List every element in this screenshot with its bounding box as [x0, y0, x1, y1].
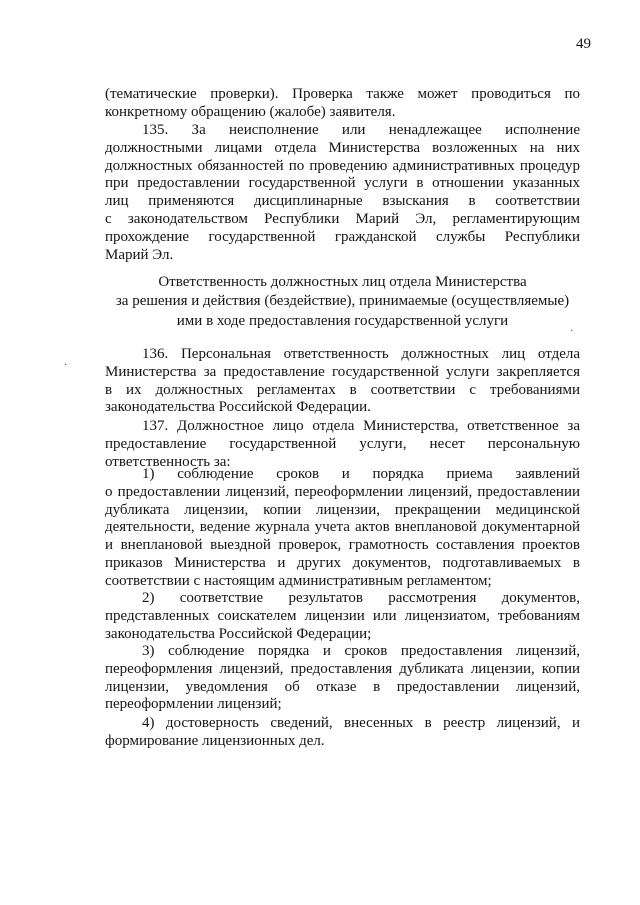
paragraph-136 [105, 346, 580, 417]
list-item-2 [105, 590, 580, 643]
text-line: законодательства Российской Федерации. [105, 399, 371, 416]
text-line: 135. За неисполнение или ненадлежащее исполнение [142, 122, 580, 138]
text-line: ответственность за: [105, 453, 231, 470]
text-line: (тематические проверки). Проверка также может проводиться по [105, 86, 580, 102]
text-line: 137. Должностное лицо отдела Министерства, ответственное за [142, 418, 580, 434]
text-line: при предоставлении государственной услуги в отношении указанных [105, 175, 580, 192]
text-line: о предоставлении лицензий, переоформлении лицензий, предоставлении [105, 483, 580, 500]
text-line: прохождение государственной гражданской службы Республики [105, 228, 580, 245]
list-item-4 [105, 715, 580, 751]
text-line: должностными лицами отдела Министерства возложенных на них [105, 139, 580, 156]
text-line: деятельности, ведение журнала учета актов внеплановой документарной [105, 519, 580, 536]
text-line: лицензии, уведомления об отказе в предоставлении лицензий, [105, 678, 580, 695]
text-line: 136. Персональная ответственность должностных лиц отдела [142, 346, 580, 362]
heading-line: Ответственность должностных лиц отдела Министерства [158, 274, 527, 290]
text-line: Марий Эл. [105, 246, 174, 263]
text-line: представленных соискателем лицензии или лицензиатом, требованиям [105, 607, 580, 624]
text-line: 2) соответствие результатов рассмотрения документов, [142, 590, 580, 606]
text-line: с законодательством Республики Марий Эл, регламентирующим [105, 210, 580, 227]
text-line: 3) соблюдение порядка и сроков предоставления лицензий, [142, 643, 580, 659]
list-item-3 [105, 643, 580, 714]
text-line: должностных обязанностей по проведению административных процедур [105, 157, 580, 174]
text-line: законодательства Российской Федерации; [105, 625, 372, 642]
intro-text [105, 86, 580, 122]
text-line: 4) достоверность сведений, внесенных в реестр лицензий, и [142, 715, 580, 731]
heading-line: за решения и действия (бездействие), принимаемые (осуществляемые) [115, 293, 570, 310]
text-line: дубликата лицензии, копии лицензии, прекращении медицинской [105, 501, 580, 518]
text-line: и внеплановой выездной проверок, грамотность составления проектов [105, 537, 580, 554]
text-line: в их должностных регламентах в соответствии с требованиями [105, 381, 580, 398]
text-line: переоформлении лицензий; [105, 696, 282, 713]
paragraph-137 [105, 418, 580, 471]
text-line: формирование лицензионных дел. [105, 732, 325, 749]
text-line: лиц применяются дисциплинарные взыскания в соответствии [105, 193, 580, 210]
text-line: предоставление государственной услуги, несет персональную [105, 435, 580, 452]
section-heading [105, 273, 580, 331]
page-number: 49 [576, 36, 591, 52]
scan-speck: · [64, 360, 68, 371]
text-line: конкретному обращению (жалобе) заявителя. [105, 103, 396, 120]
text-line: соответствии с настоящим административным регламентом; [105, 572, 492, 589]
heading-line: ими в ходе предоставления государственной услуги [176, 312, 509, 329]
list-item-1 [105, 466, 580, 591]
text-line: переоформления лицензий, предоставления дубликата лицензии, копии [105, 660, 580, 677]
text-line: приказов Министерства и других документов, подготавливаемых в [105, 554, 580, 571]
text-line: 1) соблюдение сроков и порядка приема заявлений [142, 466, 580, 482]
scan-speck: · [570, 326, 574, 337]
paragraph-135 [105, 122, 580, 264]
text-line: Министерства за предоставление государственной услуги закрепляется [105, 363, 580, 380]
